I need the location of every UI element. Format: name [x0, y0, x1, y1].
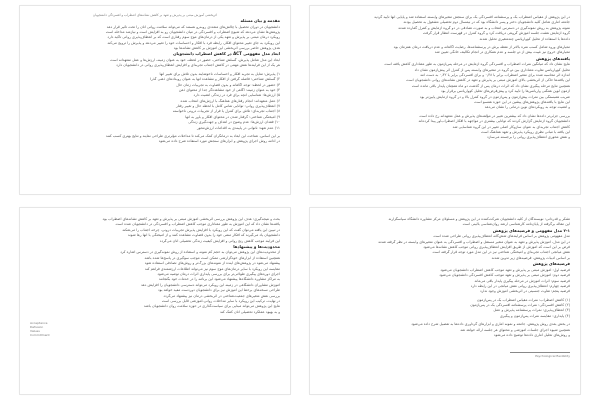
text-line: بر این اساس، شناخت این ابعاد به درمانگران کمک می‌کند تا مداخلات مؤثرتری طراحی نمایند و نتایج بهتری کسب کنند [105, 134, 280, 139]
text-line: مقایسه این رویکرد با سایر درمان‌های موج سوم نیز می‌تواند اطلاعات ارزشمندی فراهم کند [144, 266, 280, 271]
footnote: Psychological flexibility [535, 354, 570, 359]
list-item: ۵) ارزش‌ها: شناسایی آنچه برای فرد در زندگی اهمیت دارد [193, 93, 280, 98]
paragraph [320, 114, 570, 141]
list-item: ۶) عمل متعهدانه: انجام رفتارهای هماهنگ با ارزش‌های انتخاب شده [180, 98, 280, 103]
text-line: معیارهای ورود شامل کسب نمره بالاتر از نقطه برش در پرسشنامه‌ها، رضایت آگاهانه و عدم دریافت درمان همزمان بود [393, 44, 570, 49]
text-line: نتایج نشان داد که میانگین نمرات اضطراب و افسردگی گروه آزمایش در مرحله پس‌آزمون به طور معناداری کاهش یافته است [384, 62, 570, 67]
list-item: (۱) کاهش اضطراب: نمرات مقیاس اضطراب بک در پس‌آزمون [476, 297, 570, 302]
list-item: ۷) انعطاف‌پذیری روانی: توانایی تماس کامل با لحظه حال و تغییر رفتار [175, 104, 280, 109]
text-line: ضریب همبستگی بین نمرات پیش‌آزمون و پس‌آزمون در گروه کنترل بالا و در گروه آزمایش پایین‌تر بود [419, 94, 570, 99]
text-line: بررسی نقش متغیرهای جمعیت‌شناختی در اثربخشی درمان نیز پیشنهاد می‌گردد [163, 293, 280, 298]
text-line: فرض بر این است که آموزش از طریق افزایش انعطاف‌پذیری روانی موجب کاهش نشانه‌ها می‌شود [423, 245, 570, 250]
footnote-divider [510, 352, 570, 353]
text-line: این رویکرد به جای تغییر محتوای افکار، رابطه فرد با افکار و احساسات خود را تغییر می‌دهد و پذیرش را ترویج می‌کند [107, 40, 280, 45]
text-line: فرضیه سوم: اثرات آموزش در مرحله پیگیری پایدار باقی می‌ماند [474, 278, 570, 283]
footnotes [30, 321, 280, 337]
paragraph [320, 45, 570, 56]
text-line: تحلیل کوواریانس تفاوت معناداری بین دو گروه در متغیرهای وابسته پس از کنترل اثر پیش‌آزمون نشان داد [414, 67, 570, 72]
text-line: ابعاد این مدل شامل پذیرش، گسلش شناختی، حضور در لحظه، خود به عنوان زمینه، ارزش‌ها و عمل متعهدانه است [110, 57, 280, 62]
section-heading: ۲-۱ مدل مفهومی و فرضیه‌های پژوهش [492, 227, 570, 233]
text-line: آزمون لوین همگنی واریانس‌ها را تأیید کرد و پیش‌فرض‌های تحلیل کوواریانس برقرار بود [441, 89, 570, 94]
text-line: یافته‌ها نشان داد که این آموزش به طور معناداری موجب کاهش اضطراب و افسردگی در دانشجویان شده است [115, 222, 280, 227]
numbered-list [320, 298, 570, 320]
list-item: ۴) خود به عنوان زمینه: آگاهی از خود مشاهده‌گر جدا از محتوای ذهن [178, 87, 280, 92]
document-page-top-right [310, 6, 580, 194]
text-line: دانشجویان در دوران تحصیل با چالش‌های متعددی روبه‌رو هستند که می‌تواند سلامت روانی آنان را تحت تأثیر قرار دهد [106, 24, 280, 29]
text-line: فرضیه دوم: آموزش مبتنی بر پذیرش و تعهد موجب کاهش افسردگی دانشجویان می‌شود [439, 273, 570, 278]
paragraph [320, 322, 570, 338]
text-line: این مقاله برگرفته از پایان‌نامه کارشناسی ارشد روان‌شناسی بالینی است [462, 222, 570, 227]
text-line: بحث و نتیجه‌گیری: هدف این پژوهش بررسی اثربخشی آموزش مبتنی بر پذیرش و تعهد بر کاهش نشانه‌های اضطراب بود [102, 217, 280, 221]
text-line: داده‌ها با استفاده از تحلیل کوواریانس چندمتغیری تحلیل شدند [479, 36, 570, 41]
text-line: دانشجویان گروه آزمایش گزارش کردند که توانایی بیشتری در مواجهه با افکار اضطراب‌آور پیدا کرده‌اند [418, 119, 570, 124]
footnote: Defusion [30, 325, 44, 330]
text-line: فرضیه چهارم: انعطاف‌پذیری روانی نقش میانجی در این رابطه دارد [470, 283, 570, 288]
text-line: نتایج این پژوهش می‌تواند مبنایی برای سیاست‌گذاری در حوزه سلامت روان دانشجویان باشد [143, 304, 280, 309]
text-line: این نتایج با یافته‌های پژوهش‌های پیشین در این حوزه همسو است [474, 99, 570, 104]
text-line: همچنین استفاده از ابزارهای خودگزارشی ممکن است موجب سوگیری در پاسخ‌ها شده باشد [144, 255, 280, 260]
text-line: این یافته با مبانی نظری رویکرد پذیرش و تعهد هماهنگ است [480, 129, 570, 134]
text-line: بررسی جزئی‌تر داده‌ها نشان داد که بیشترین تغییر در مؤلفه‌های پذیرش و عمل متعهدانه رخ داده است [419, 113, 570, 118]
text-line: و نقش محوری انعطاف‌پذیری روانی را برجسته می‌سازد [487, 135, 570, 140]
section-heading: محدودیت‌ها و پیشنهادها [233, 243, 280, 249]
text-line: و اهمیت توجه به رویکردهای نوین درمانی را نشان می‌دهد [484, 105, 570, 110]
list-item: ۳) حضور در لحظه: توجه آگاهانه و بدون قضاوت به تجربیات زمان حال [176, 82, 280, 87]
text-line: دانشجویان یاد می‌گیرند که افکار منفی خود را بدون قضاوت مشاهده کنند و از آمیختگی با آنها رها شوند [127, 233, 280, 238]
list-item: ۲) گسلش شناختی: فاصله گرفتن از افکار و مشاهده آنها به عنوان رویدادهای ذهنی گذرا [150, 77, 280, 82]
text-line: تشکر و قدردانی: نویسندگان از کلیه دانشجویان شرکت‌کننده در این پژوهش و مسئولان مرکز مشاوره دانشگاه سپاسگزارند [388, 217, 570, 221]
footnote: Acceptance [30, 321, 48, 326]
list-item: ۸) اجتناب تجربه‌ای: تلاش برای کنترل یا فرار از تجربیات درونی ناخواسته [172, 109, 280, 114]
list-item: ۱۱) عدم تعهد: ناتوانی در پایبندی به اقدامات ارزش‌محور [196, 125, 280, 130]
section-heading: مقدمه و بیان مسئله [240, 18, 280, 23]
list-item: ۱) پذیرش: تمایل به تجربه افکار و احساسات ناخوشایند بدون تلاش برای تغییر آنها [159, 71, 280, 76]
text-line: پژوهش‌ها نشان می‌دهد که شیوع اضطراب و افسردگی در میان دانشجویان رو به افزایش است و نیازمند مداخله است [105, 29, 280, 34]
text-line: در نهایت، ترکیب این رویکرد با سایر مداخلات روانی-آموزشی قابل بررسی است [161, 298, 280, 303]
text-line: در تبیین این یافته می‌توان گفت که این رویکرد با افزایش پذیرش تجربیات درونی، چرخه اجتناب را می‌شکند [122, 227, 280, 232]
text-line: در این پژوهش از مقیاس اضطراب بک و پرسشنامه افسردگی بک برای سنجش متغیرهای وابسته استفاده شد و پایایی آنها تأیید گردید [374, 15, 570, 19]
text-line: گروه آزمایش هشت جلسه آموزش گروهی دریافت کرد و گروه کنترل در فهرست انتظار قرار گرفت [422, 31, 570, 36]
paragraph [30, 25, 280, 52]
text-line: بر اساس ادبیات پژوهش، فرضیه‌های زیر تدوین شدند [491, 255, 570, 260]
text-line: از محدودیت‌های این پژوهش می‌توان به حجم کم نمونه و استفاده از روش نمونه‌گیری در دسترس اشاره کرد [120, 250, 280, 255]
numbered-list [30, 72, 280, 131]
text-line: نقش میانجی اجتناب تجربه‌ای و آمیختگی شناختی نیز در این مدل مورد توجه قرار گرفته است [432, 250, 570, 255]
document-page-top-left [20, 6, 290, 194]
paragraph [320, 15, 570, 42]
text-line: پیشنهاد می‌شود در پژوهش‌های آینده از نمونه‌های بزرگ‌تر و روش‌های تصادفی استفاده شود [144, 261, 280, 266]
section-heading: ابعاد مدل مفهومی ACT در کاهش اضطراب دانشجویان [173, 51, 280, 57]
paragraph [30, 58, 280, 69]
text-line: اندازه اثر محاسبه شده برای متغیر اضطراب برابر با ۰٫۴۸ و برای افسردگی برابر با ۰٫۴۲ به دست آمد [420, 73, 570, 78]
text-line: مدل مفهومی پژوهش بر اساس فرایندهای شش‌گانه انعطاف‌پذیری روانی طراحی شده است [433, 234, 570, 239]
text-line: در این مدل، آموزش پذیرش و تعهد به عنوان متغیر مستقل و اضطراب و افسردگی به عنوان متغیرهای وابسته در نظر گرفته شدند [378, 239, 570, 244]
text-line: همچنین شیوه اجرای جلسات آموزشی و محتوای هر جلسه ارائه خواهد شد [460, 327, 570, 332]
text-line: همچنین نتایج مرحله پیگیری نشان داد که اثرات درمان پس از گذشت دو ماه همچنان پایدار باقی مانده است [411, 83, 570, 88]
text-line: و روش‌های تحلیل آماری داده‌ها توضیح داده می‌شود [493, 333, 570, 338]
list-item: (۴) پایداری: مقایسه نمرات پس‌آزمون و پیگیری [499, 313, 570, 318]
paragraph [320, 234, 570, 261]
document-page-bottom-right [310, 208, 580, 394]
text-line: این فرایند موجب کاهش رنج روانی و افزایش کیفیت زندگی تحصیلی آنان می‌گردد [159, 238, 280, 243]
footnote: Values [30, 329, 40, 334]
document-page-bottom-left [20, 208, 290, 394]
text-line: فرضیه پنجم: تفاوت جنسیتی در اثربخشی آموزش وجود ندارد [480, 289, 570, 294]
running-head: اثربخشی آموزش مبتنی بر پذیرش و تعهد بر کاهش نشانه‌های اضطراب و افسردگی دانشجویان [92, 13, 218, 17]
text-line: طراحی نسخه‌های برخط این آموزش نیز برای دانشجویان دوردست مفید خواهد بود [158, 288, 280, 293]
text-line: هر یک از این فرایندها نقش مهمی در کاهش اجتناب تجربه‌ای و افزایش انعطاف‌پذیری روانی در دانشجویان دارد [116, 63, 280, 68]
text-line: معیارهای خروج نیز غیبت بیش از دو جلسه و عدم همکاری در انجام تکالیف خانگی تعیین شد [434, 50, 570, 55]
section-heading: فرضیه‌های پژوهش [532, 261, 570, 267]
paragraph [320, 268, 570, 295]
text-line: کاهش اجتناب تجربه‌ای به عنوان سازوکار اصلی تغییر در این گروه شناسایی شد [452, 124, 570, 129]
section-heading: یافته‌های پژوهش [536, 55, 570, 61]
text-line: در ادامه روش اجرای پژوهش و ابزارهای سنجش مورد استفاده شرح داده می‌شود [158, 139, 280, 144]
paragraph [30, 217, 280, 244]
list-item: ۹) آمیختگی شناختی: گرفتار شدن در محتوای افکار و باور به آنها [185, 114, 280, 119]
footnote: Commitment [30, 333, 50, 338]
text-line: جامعه آماری شامل کلیه دانشجویان دختر و پسر دانشگاه بود که در نیمسال دوم تحصیلی مشغول به تحصیل بودند [403, 20, 570, 25]
text-line: آموزش مشاوران دانشگاهی در زمینه این رویکرد می‌تواند دسترسی دانشجویان را افزایش دهد [140, 282, 280, 287]
paragraph [320, 62, 570, 111]
list-item: (۳) انعطاف‌پذیری: نمرات پرسشنامه پذیرش و عمل [493, 308, 570, 313]
text-line: رویکرد درمان مبتنی بر پذیرش و تعهد یکی از درمان‌های موج سوم رفتاری است که بر انعطاف‌پذیری روانی تأکید دارد [107, 35, 280, 40]
text-line: فرضیه اول: آموزش مبتنی بر پذیرش و تعهد موجب کاهش اضطراب دانشجویان می‌شود [440, 267, 570, 272]
text-line: به مراکز مشاوره دانشگاه‌ها پیشنهاد می‌شود این برنامه را در خدمات خود بگنجانند [158, 277, 280, 282]
text-line: اجرای دوره‌های پیگیری طولانی‌تر برای بررسی پایداری اثرات درمان توصیه می‌شود [157, 272, 280, 277]
list-item: ۱۰) فقدان ارزش‌ها: عدم وضوح در اهداف و جهت‌گیری زندگی [188, 120, 280, 125]
text-line: در بخش بعدی روش پژوهش، جامعه و نمونه آماری و ابزارهای گردآوری داده‌ها به تفصیل شرح داده می‌شود [411, 322, 570, 327]
paragraph [30, 250, 280, 315]
text-line: نمونه پژوهش به روش نمونه‌گیری در دسترس انتخاب و به صورت تصادفی در دو گروه آزمایش و کنترل گمارده شدند [398, 25, 570, 30]
list-item: (۲) کاهش افسردگی: نمرات پرسشنامه افسردگی بک در پس‌آزمون [470, 303, 570, 308]
text-line: و به بهبود عملکرد تحصیلی آنان کمک کند [220, 309, 280, 314]
footnote-divider [220, 319, 280, 320]
paragraph [30, 134, 280, 145]
text-line: هدف پژوهش حاضر بررسی اثربخشی این آموزش بر کاهش نشانه‌ها بود [173, 46, 280, 51]
paragraph [320, 217, 570, 228]
text-line: این یافته‌ها حاکی از اثربخشی بالای آموزش مبتنی بر پذیرش و تعهد در کاهش نشانه‌های روانی دانشجویان است [406, 78, 570, 83]
